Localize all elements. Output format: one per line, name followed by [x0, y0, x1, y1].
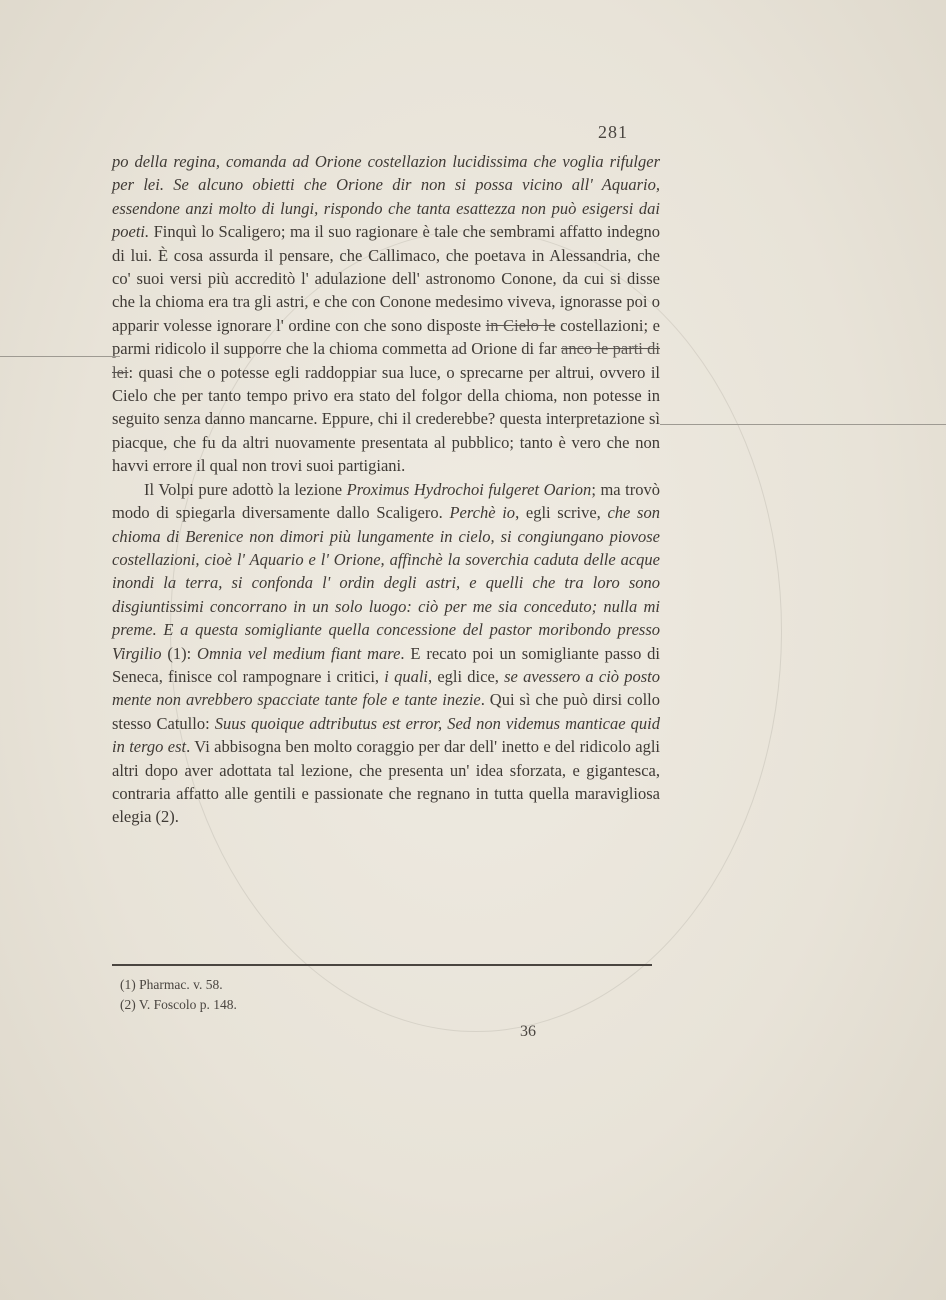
italic-text: che son chioma di Berenice non dimori più lungamente in cielo, si congiungano piovose costellazioni, cioè l' Aquario e l' Orione, affinchè la soverchia caduta delle acque inondi la terra, si confonda l' ordin degli astri, e quelli che tra loro sono disgiuntissimi concorrano in un solo luogo: ciò per me sia conceduto; nulla mi preme. E a questa somigliante quella concessione del pastor moribondo presso Virgilio: [112, 503, 660, 663]
text-run: . E recato poi un somigliante passo di Seneca, finisce col rampognare i critici,: [112, 643, 661, 686]
footnotes: [120, 975, 237, 1015]
text-run: , egli scrive,: [515, 503, 608, 523]
text-run: (1):: [161, 643, 198, 663]
pencil-mark-left: [0, 356, 120, 357]
text-run: . Qui sì che può dirsi collo stesso Catullo:: [112, 690, 660, 733]
text-run: , egli dice,: [427, 666, 505, 686]
footnote-rule: [112, 964, 652, 966]
italic-text: Suus quoique adtributus est error, Sed non videmus manticae quid in tergo est: [112, 713, 661, 757]
body-text: [112, 150, 660, 829]
struck-text: in Cielo le: [485, 315, 556, 335]
italic-text: Omnia vel medium fiant mare: [197, 643, 401, 663]
pencil-mark-right: [660, 424, 946, 425]
struck-text: anco le parti di lei: [112, 339, 660, 382]
paragraph-1: [112, 150, 660, 478]
text-run: Finquì lo Scaligero; ma il suo ragionare è tale che sembrami affatto indegno di lui. È cosa assurda il pensare, che Callimaco, che poetava in Alessandria, che co' suoi versi più accreditò l' adulazione dell' astronomo Conone, da cui si disse che la chioma era tra gli astri, e che con Conone medesimo viveva, ignorasse poi o apparir volesse ignorare l' ordine con che sono disposte: [112, 222, 660, 335]
text-run: . Vi abbisogna ben molto coraggio per dar dell' inetto e del ridicolo agli altri dopo aver adottata tal lezione, che presenta un' idea sforzata, e gigantesca, contraria affatto alle gentili e passionate che regnano in tutta quella maravigliosa elegia (2).: [112, 737, 660, 827]
text-run: ; ma trovò modo di spiegarla diversamente dallo Scaligero.: [112, 479, 660, 523]
paragraph-2: [112, 478, 660, 829]
italic-text: i quali: [384, 666, 428, 686]
italic-text: Perchè io: [449, 503, 516, 523]
footnote-2: (2) V. Foscolo p. 148.: [120, 997, 237, 1012]
text-run: Il Volpi pure adottò la lezione: [144, 479, 347, 499]
footnote-1: (1) Pharmac. v. 58.: [120, 977, 223, 992]
text-run: costellazioni; e parmi ridicolo il supporre che la chioma commetta ad Orione di far: [112, 315, 661, 359]
signature-number: 36: [520, 1023, 536, 1040]
italic-text: se avessero a ciò posto mente non avrebbero spacciate tante fole e tante inezie: [112, 666, 660, 710]
page-number: 281: [598, 122, 628, 142]
italic-text: po della regina, comanda ad Orione costellazion lucidissima che voglia rifulger per lei. Se alcuno obietti che Orione dir non si possa vicino all' Aquario, essendone anzi molto di lungi, rispondo che tanta esattezza non può esigersi dai poeti.: [112, 152, 660, 242]
text-run: : quasi che o potesse egli raddoppiar sua luce, o sprecarne per altrui, ovvero il Cielo che per tanto tempo privo era stato del folgor della chioma, non potesse in seguito senza danno mancarne. Eppure, chi il crederebbe? questa interpretazione sì piacque, che fu da altri nuovamente presentata al pubblico; tanto è vero che non havvi errore il qual non trovi suoi partigiani.: [112, 362, 660, 476]
italic-text: Proximus Hydrochoi fulgeret Oarion: [346, 479, 592, 499]
